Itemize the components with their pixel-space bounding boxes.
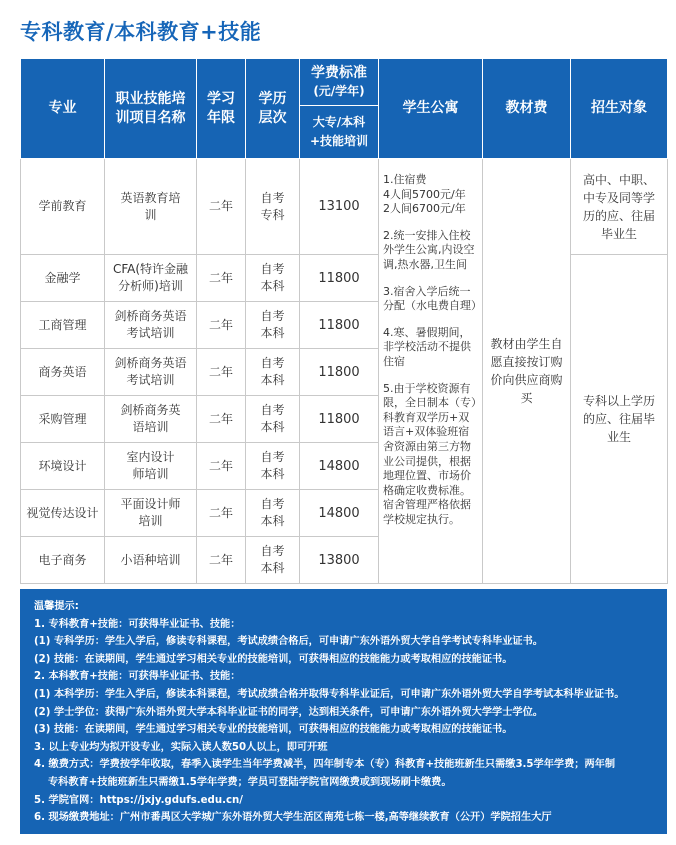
notes-panel (20, 589, 667, 834)
cell-fee: 11800 (300, 302, 379, 349)
dorm-item-3: 3.宿舍入学后统一分配（水电费自理） (383, 284, 482, 313)
page-title: 专科教育/本科教育+技能 (20, 20, 262, 44)
header-fee-unit: (元/学年) (313, 84, 365, 98)
cell-skill: 剑桥商务英语考试培训 (105, 349, 197, 396)
materials-info: 教材由学生自愿直接按订购价向供应商购买 (483, 159, 571, 584)
cell-skill: 小语种培训 (105, 537, 197, 584)
program-table (20, 58, 668, 584)
cell-major: 视觉传达设计 (21, 490, 105, 537)
cell-major: 金融学 (21, 255, 105, 302)
cell-level: 自考本科 (246, 443, 300, 490)
dorm-item-5: 5.由于学校资源有限，全日制本（专）科教育双学历+双语言+双体验班宿舍资源由第三方物业公司提供，根据地理位置、市场价格确定收费标准。宿舍管理严格依据学校规定执行。 (383, 381, 477, 526)
cell-skill: 剑桥商务英语考试培训 (105, 302, 197, 349)
note-line: 3. 以上专业均为拟开设专业，实际入读人数50人以上，即可开班 (34, 741, 328, 753)
notes-heading: 温馨提示: (34, 601, 79, 612)
cell-fee: 14800 (300, 443, 379, 490)
note-line: (2) 学士学位：获得广东外语外贸大学本科毕业证书的同学，达到相关条件，可申请广东外语外贸大学学士学位。 (34, 706, 543, 718)
cell-level: 自考本科 (246, 537, 300, 584)
dorm-info (379, 159, 483, 584)
header-target: 招生对象 (571, 59, 668, 159)
cell-major: 环境设计 (21, 443, 105, 490)
note-line: (1) 本科学历：学生入学后，修读本科课程，考试成绩合格并取得专科毕业证后，可申请广东外语外贸大学自学考试本科毕业证书。 (34, 688, 625, 700)
cell-skill: 剑桥商务英语培训 (105, 396, 197, 443)
cell-fee: 13800 (300, 537, 379, 584)
target-1: 高中、中职、中专及同等学历的应、往届毕业生 (571, 159, 668, 255)
cell-skill: CFA(特许金融分析师)培训 (105, 255, 197, 302)
header-level: 学历层次 (246, 59, 300, 159)
note-line: (1) 专科学历：学生入学后，修读专科课程，考试成绩合格后，可申请广东外语外贸大学自学考试专科毕业证书。 (34, 636, 543, 648)
dorm-item-4: 4.寒、暑假期间，非学校活动不提供住宿 (383, 325, 471, 368)
header-dorm: 学生公寓 (379, 59, 483, 159)
note-line: 1. 专科教育+技能：可获得毕业证书、技能： (34, 618, 241, 630)
note-line: 专科教育+技能班新生只需缴1.5学年学费；学员可登陆学院官网缴费或到现场刷卡缴费。 (48, 776, 452, 788)
cell-fee: 11800 (300, 255, 379, 302)
cell-level: 自考专科 (246, 159, 300, 255)
header-materials: 教材费 (483, 59, 571, 159)
header-major: 专业 (21, 59, 105, 159)
cell-duration: 二年 (197, 490, 246, 537)
cell-level: 自考本科 (246, 349, 300, 396)
cell-skill: 平面设计师培训 (105, 490, 197, 537)
cell-duration: 二年 (197, 159, 246, 255)
cell-duration: 二年 (197, 443, 246, 490)
header-fee-title: 学费标准 (311, 65, 367, 81)
cell-skill: 英语教育培训 (105, 159, 197, 255)
cell-level: 自考本科 (246, 255, 300, 302)
cell-level: 自考本科 (246, 490, 300, 537)
header-skill: 职业技能培训项目名称 (105, 59, 197, 159)
cell-fee: 14800 (300, 490, 379, 537)
cell-major: 采购管理 (21, 396, 105, 443)
cell-duration: 二年 (197, 255, 246, 302)
note-line: (3) 技能：在读期间，学生通过学习相关专业的技能培训，可获得相应的技能能力或考取相应的技能证书。 (34, 724, 513, 736)
dorm-item-2: 2.统一安排入住校外学生公寓,内设空调,热水器,卫生间 (383, 228, 475, 271)
note-line: 6. 现场缴费地址：广州市番禺区大学城广东外语外贸大学生活区南苑七栋一楼,高等继续教育（公开）学院招生大厅 (34, 812, 552, 824)
note-line: 4. 缴费方式：学费按学年收取，春季入读学生当年学费减半，四年制专本（专）科教育+技能班新生只需缴3.5学年学费；两年制 (34, 759, 616, 771)
cell-major: 学前教育 (21, 159, 105, 255)
note-line: (2) 技能：在读期间，学生通过学习相关专业的技能培训，可获得相应的技能能力或考取相应的技能证书。 (34, 653, 513, 665)
cell-duration: 二年 (197, 349, 246, 396)
cell-fee: 11800 (300, 396, 379, 443)
note-line: 2. 本科教育+技能：可获得毕业证书、技能： (34, 671, 241, 683)
cell-level: 自考本科 (246, 302, 300, 349)
dorm-item-1: 1.住宿费 4人间5700元/年 2人间6700元/年 (383, 173, 466, 216)
header-fee-sub: 大专/本科+技能培训 (300, 106, 379, 159)
cell-duration: 二年 (197, 302, 246, 349)
note-line-website[interactable]: 5. 学院官网：https://jxjy.gdufs.edu.cn/ (34, 794, 243, 806)
cell-fee: 11800 (300, 349, 379, 396)
cell-major: 电子商务 (21, 537, 105, 584)
cell-level: 自考本科 (246, 396, 300, 443)
cell-skill: 室内设计师培训 (105, 443, 197, 490)
cell-major: 工商管理 (21, 302, 105, 349)
header-duration: 学习年限 (197, 59, 246, 159)
target-2: 专科以上学历的应、往届毕业生 (571, 255, 668, 584)
cell-duration: 二年 (197, 396, 246, 443)
cell-fee: 13100 (300, 159, 379, 255)
header-fee (300, 59, 379, 106)
cell-major: 商务英语 (21, 349, 105, 396)
cell-duration: 二年 (197, 537, 246, 584)
